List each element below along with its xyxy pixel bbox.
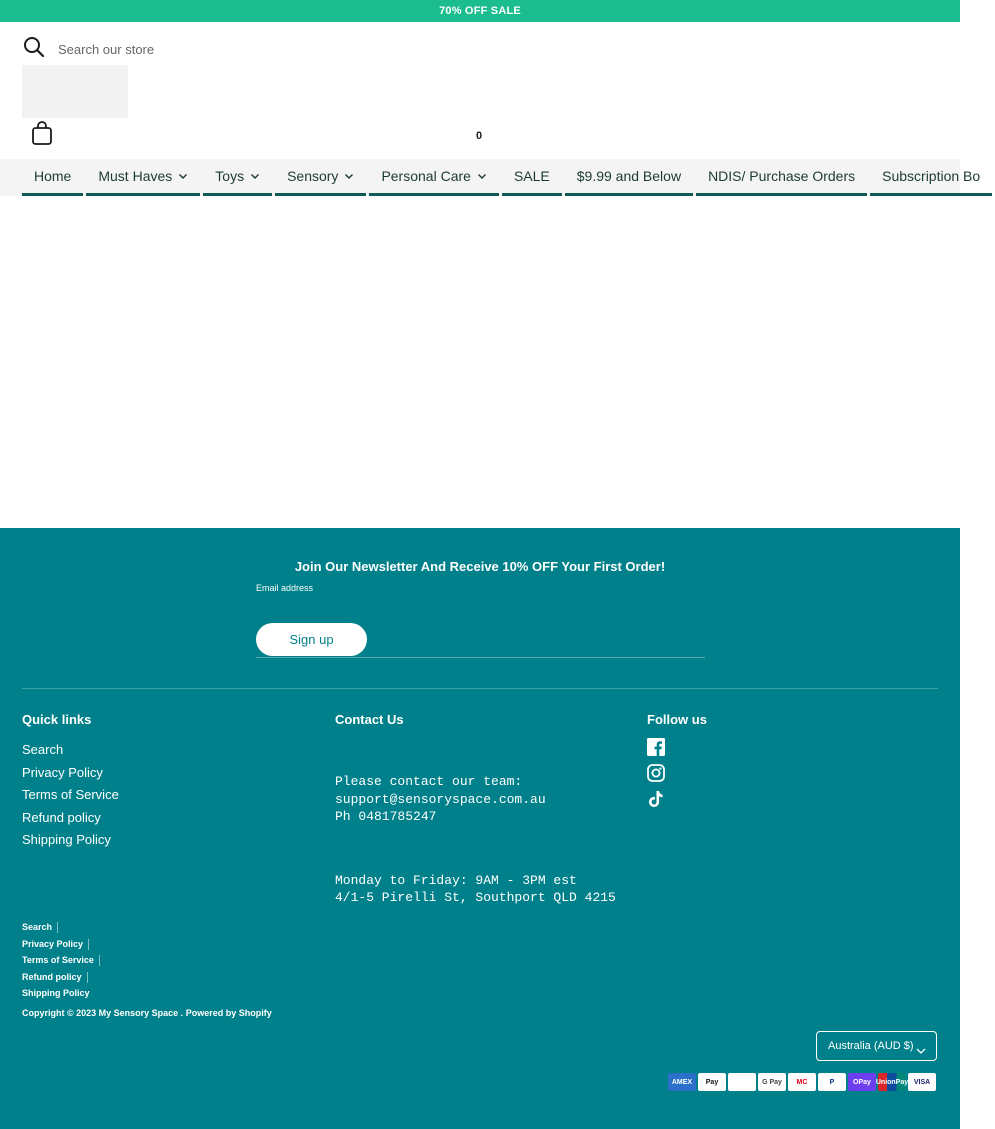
footer-small-link[interactable] (22, 953, 100, 970)
payment-icon: UnionPay (878, 1073, 906, 1091)
payment-icon: MC (788, 1073, 816, 1091)
nav-item-toys[interactable] (203, 159, 272, 196)
search-input[interactable] (58, 42, 358, 57)
nav-item-personal-care[interactable] (369, 159, 499, 196)
nav-item-label: Must Haves (98, 168, 173, 184)
payment-icon: P (818, 1073, 846, 1091)
chevron-down-icon (250, 171, 260, 181)
footer-small-link-label: Shipping Policy (22, 988, 90, 998)
email-label: Email address (256, 583, 314, 593)
announcement-text: 70% OFF SALE (439, 5, 521, 17)
nav-item-sale[interactable] (502, 159, 562, 196)
chevron-down-icon (477, 171, 487, 181)
quick-link[interactable]: Refund policy (22, 809, 101, 825)
payment-icon: VISA (908, 1073, 936, 1091)
nav-item-label: SALE (513, 168, 550, 184)
nav-item-label: Sensory (287, 168, 339, 184)
footer-small-link-label: Refund policy (22, 971, 82, 982)
quick-links-title: Quick links (22, 712, 92, 727)
tiktok-icon[interactable] (647, 790, 665, 808)
footer-small-link-label: Privacy Policy (22, 938, 84, 949)
footer-small-link-label: Terms of Service (22, 955, 94, 965)
email-underline (256, 657, 705, 658)
nav-item-label: Toys (215, 168, 245, 184)
search-icon[interactable] (22, 35, 46, 64)
hours-address-text: Monday to Friday: 9AM - 3PM est 4/1-5 Pirelli St, Southport QLD 4215 (335, 872, 616, 905)
payment-icons (668, 1073, 938, 1091)
footer-small-link[interactable] (22, 937, 100, 954)
nav-item-label: Home (34, 168, 72, 184)
payment-icon: AMEX (668, 1073, 696, 1091)
cart-count: 0 (476, 130, 483, 142)
copyright: Copyright © 2023 My Sensory Space . Powered by Shopify (22, 1008, 272, 1018)
nav-item-must-haves[interactable] (86, 159, 200, 196)
nav-item-home[interactable] (22, 159, 83, 196)
main-navigation (0, 159, 981, 196)
quick-link[interactable]: Terms of Service (22, 787, 119, 802)
footer-small-links (22, 920, 100, 1003)
newsletter-title: Join Our Newsletter And Receive 10% OFF Your First Order! (294, 559, 666, 574)
chevron-down-icon (344, 171, 354, 181)
email-field[interactable] (256, 598, 704, 620)
payment-icon: G Pay (758, 1073, 786, 1091)
footer-small-link[interactable] (22, 970, 100, 987)
signup-button[interactable]: Sign up (256, 623, 367, 656)
instagram-icon[interactable] (647, 764, 665, 782)
contact-text: Please contact our team: support@sensoryspace.com.au Ph 0481785247 (335, 774, 546, 824)
chevron-down-icon (178, 171, 188, 181)
quick-link[interactable]: Search (22, 742, 64, 757)
link-separator (87, 972, 88, 983)
footer (0, 528, 960, 1129)
social-links (647, 738, 665, 816)
nav-item-label: Personal Care (381, 168, 471, 184)
contact-title: Contact Us (335, 712, 404, 727)
announcement-bar (0, 0, 960, 22)
link-separator (88, 939, 89, 950)
footer-small-link-label: Search (22, 922, 53, 932)
payment-icon (728, 1073, 756, 1091)
footer-divider (22, 688, 938, 689)
footer-small-link[interactable] (22, 986, 100, 1003)
nav-item-label: Subscription Bo (882, 168, 981, 184)
nav-item-sensory[interactable] (275, 159, 366, 196)
quick-link[interactable]: Privacy Policy (22, 764, 103, 780)
country-label: Australia (AUD $) (828, 1040, 914, 1052)
nav-item-label: $9.99 and Below (576, 168, 682, 184)
nav-item-9-99-and-below[interactable] (565, 159, 693, 196)
follow-title: Follow us (647, 712, 707, 727)
contact-info (335, 738, 616, 953)
facebook-icon[interactable] (647, 738, 665, 756)
quick-links-list (22, 741, 119, 854)
nav-item-subscription-bo[interactable] (870, 159, 992, 196)
nav-item-ndis-purchase-orders[interactable] (696, 159, 867, 196)
link-separator (57, 922, 58, 933)
search-bar[interactable] (22, 32, 358, 66)
cart-icon[interactable] (30, 120, 54, 146)
link-separator (99, 955, 100, 966)
nav-item-label: NDIS/ Purchase Orders (708, 168, 856, 184)
country-selector[interactable] (816, 1031, 937, 1061)
payment-icon: Pay (698, 1073, 726, 1091)
payment-icon: OPay (848, 1073, 876, 1091)
chevron-down-icon (916, 1046, 926, 1056)
store-logo[interactable] (22, 65, 128, 118)
quick-link[interactable]: Shipping Policy (22, 832, 111, 847)
footer-small-link[interactable] (22, 920, 100, 937)
